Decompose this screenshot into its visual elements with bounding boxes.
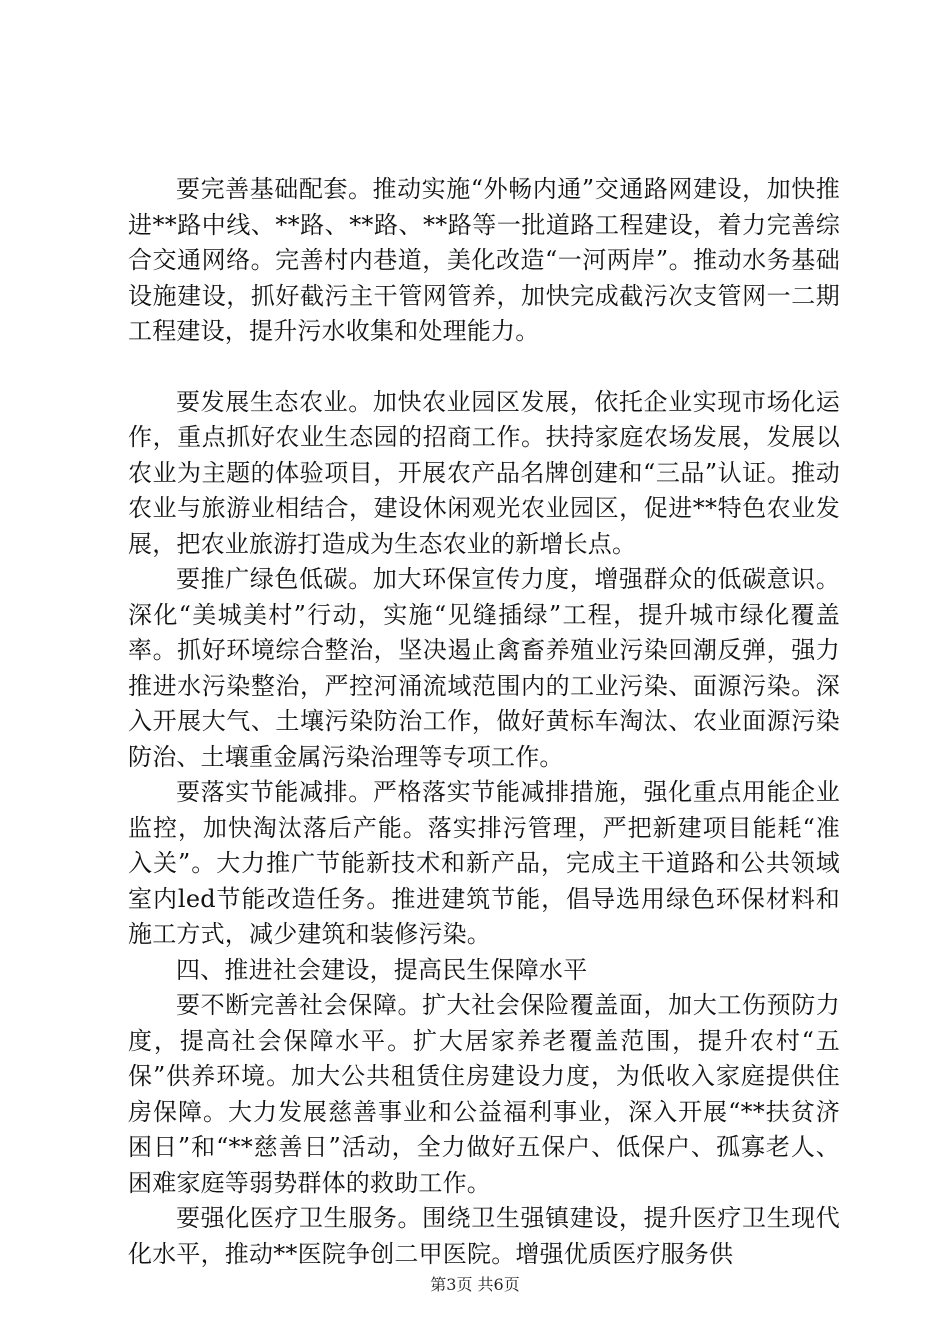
paragraph-medical-services: 要强化医疗卫生服务。围绕卫生强镇建设，提升医疗卫生现代化水平，推动**医院争创二甲医院。增强优质医疗服务供 [128, 1204, 840, 1268]
page-number-footer: 第3页 共6页 [430, 1275, 520, 1294]
section-heading: 四、推进社会建设，提高民生保障水平 [176, 955, 588, 984]
paragraph-green-low-carbon: 要推广绿色低碳。加大环保宣传力度，增强群众的低碳意识。深化“美城美村”行动，实施“见缝插绿”工程，提升城市绿化覆盖率。抓好环境综合整治，坚决遏止禽畜养殖业污染回潮反弹，强力推进水污染整治，严控河涌流域范围内的工业污染、面源污染。深入开展大气、土壤污染防治工作，做好黄标车淘汰、农业面源污染防治、土壤重金属污染治理等专项工作。 [128, 565, 840, 771]
paragraph-social-security: 要不断完善社会保障。扩大社会保险覆盖面，加大工伤预防力度，提高社会保障水平。扩大居家养老覆盖范围，提升农村“五保”供养环境。加大公共租赁住房建设力度，为低收入家庭提供住房保障。大力发展慈善事业和公益福利事业，深入开展“**扶贫济困日”和“**慈善日”活动，全力做好五保户、低保户、孤寡老人、困难家庭等弱势群体的救助工作。 [128, 991, 840, 1197]
document-body [128, 172, 840, 1272]
paragraph-infrastructure: 要完善基础配套。推动实施“外畅内通”交通路网建设，加快推进**路中线、**路、**路、**路等一批道路工程建设，着力完善综合交通网络。完善村内巷道，美化改造“一河两岸”。推动水务基础设施建设，抓好截污主干管网管养，加快完成截污次支管网一二期工程建设，提升污水收集和处理能力。 [128, 175, 840, 345]
paragraph-ecological-agriculture: 要发展生态农业。加快农业园区发展，依托企业实现市场化运作，重点抓好农业生态园的招商工作。扶持家庭农场发展，发展以农业为主题的体验项目，开展农产品名牌创建和“三品”认证。推动农业与旅游业相结合，建设休闲观光农业园区，促进**特色农业发展，把农业旅游打造成为生态农业的新增长点。 [128, 387, 840, 558]
paragraph-energy-saving: 要落实节能减排。严格落实节能减排措施，强化重点用能企业监控，加快淘汰落后产能。落实排污管理，严把新建项目能耗“准入关”。大力推广节能新技术和新产品，完成主干道路和公共领域室内led节能改造任务。推进建筑节能，倡导选用绿色环保材料和施工方式，减少建筑和装修污染。 [128, 778, 840, 948]
